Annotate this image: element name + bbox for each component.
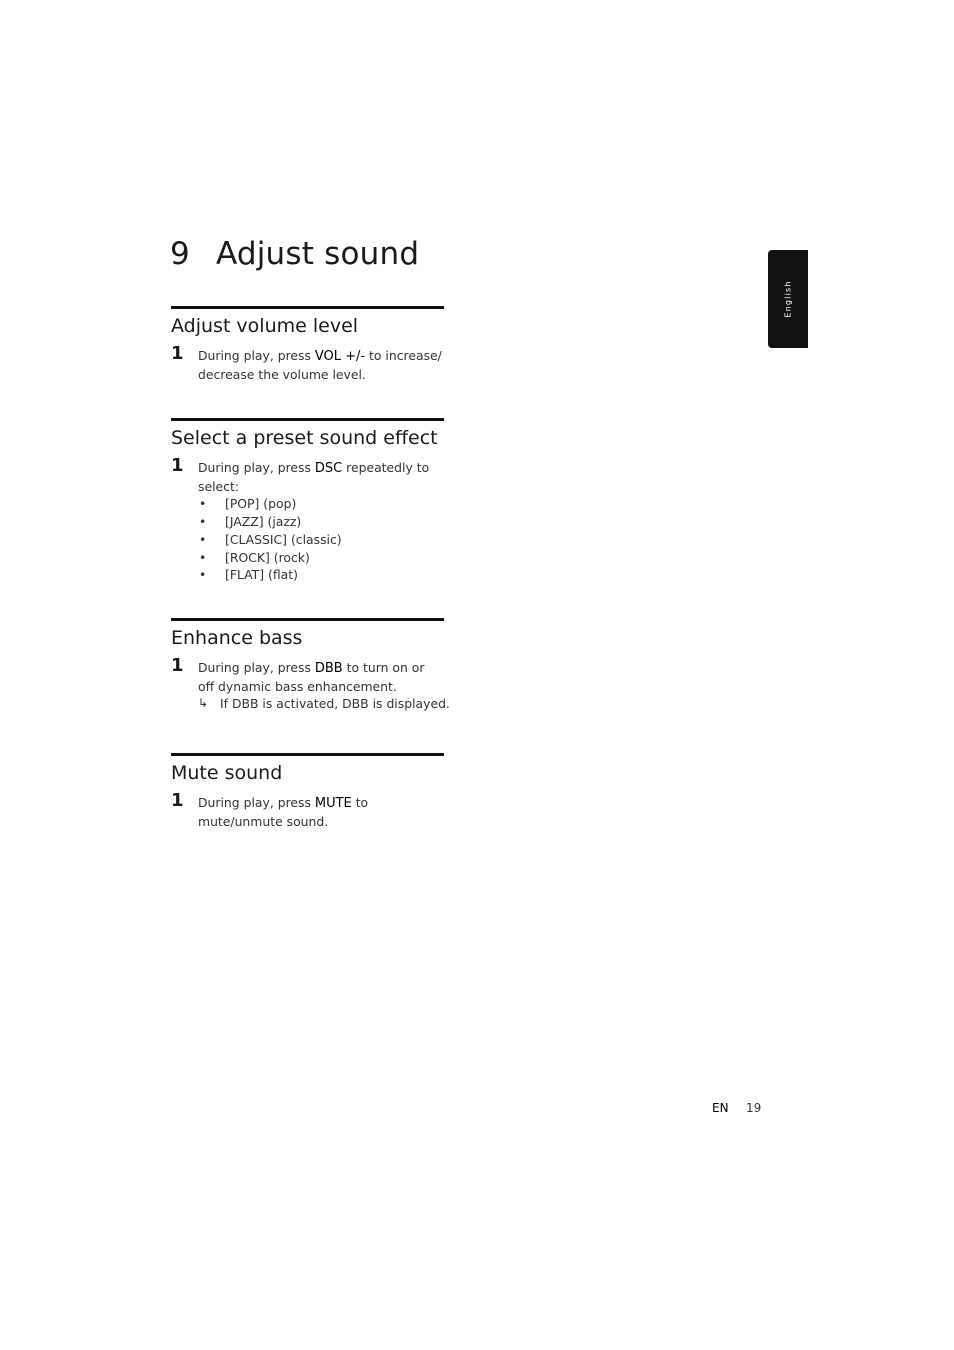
bullet-icon: • xyxy=(199,567,207,583)
section-heading: Select a preset sound effect xyxy=(171,427,438,449)
list-item: • [JAZZ] (jazz) xyxy=(199,513,302,529)
section-divider xyxy=(171,753,444,756)
section-divider xyxy=(171,618,444,621)
section-heading: Mute sound xyxy=(171,762,283,784)
step-text-before: During play, press xyxy=(198,795,315,810)
footer-page-number: 19 xyxy=(746,1101,762,1115)
step-text-after: to mute/unmute sound. xyxy=(198,795,369,829)
step-text xyxy=(198,659,444,695)
bullet-icon: • xyxy=(199,531,207,547)
chapter-number: 9 xyxy=(170,236,190,272)
key-label-dsc: DSC xyxy=(314,461,343,476)
step-result xyxy=(198,695,450,713)
section-adjust-volume xyxy=(171,306,444,383)
step-text-before: During play, press xyxy=(198,460,315,475)
key-label-dbb: DBB xyxy=(314,661,343,676)
step-item xyxy=(171,343,444,383)
step-number: 1 xyxy=(171,655,184,676)
footer-language: EN xyxy=(712,1101,729,1115)
language-tab xyxy=(768,250,808,348)
key-label-mute: MUTE xyxy=(314,796,352,811)
list-item: • [POP] (pop) xyxy=(199,496,297,512)
section-heading: Enhance bass xyxy=(171,627,303,649)
section-divider xyxy=(171,306,444,309)
step-number: 1 xyxy=(171,790,184,811)
language-tab-label: English xyxy=(783,280,793,318)
section-enhance-bass xyxy=(171,618,450,713)
step-text xyxy=(198,459,444,495)
step-text-before: During play, press xyxy=(198,660,315,675)
step-text-before: During play, press xyxy=(198,348,315,363)
result-text: If DBB is activated, DBB is displayed. xyxy=(220,696,450,712)
step-text-after: repeatedly to select: xyxy=(198,460,430,494)
list-item: • [FLAT] (flat) xyxy=(199,567,298,583)
step-item xyxy=(171,455,444,584)
section-preset-sound-effect xyxy=(171,418,444,584)
section-divider xyxy=(171,418,444,421)
preset-options-list xyxy=(198,495,444,584)
chapter-title-text: Adjust sound xyxy=(216,236,420,272)
step-item xyxy=(171,655,450,713)
list-item: • [CLASSIC] (classic) xyxy=(199,531,342,547)
bullet-icon: • xyxy=(199,496,207,512)
section-mute-sound xyxy=(171,753,444,830)
step-text-after: to turn on or off dynamic bass enhancement. xyxy=(198,660,425,694)
result-arrow-icon: ↳ xyxy=(198,696,209,711)
step-text-after: to increase/ decrease the volume level. xyxy=(198,348,442,382)
list-item: • [ROCK] (rock) xyxy=(199,549,310,565)
section-heading: Adjust volume level xyxy=(171,315,359,337)
bullet-icon: • xyxy=(199,549,207,565)
step-text xyxy=(198,347,444,383)
bullet-icon: • xyxy=(199,513,207,529)
step-text xyxy=(198,794,444,830)
key-label-vol: VOL +/- xyxy=(314,349,366,364)
step-number: 1 xyxy=(171,343,184,364)
step-item xyxy=(171,790,444,830)
step-number: 1 xyxy=(171,455,184,476)
chapter-title xyxy=(170,236,419,272)
